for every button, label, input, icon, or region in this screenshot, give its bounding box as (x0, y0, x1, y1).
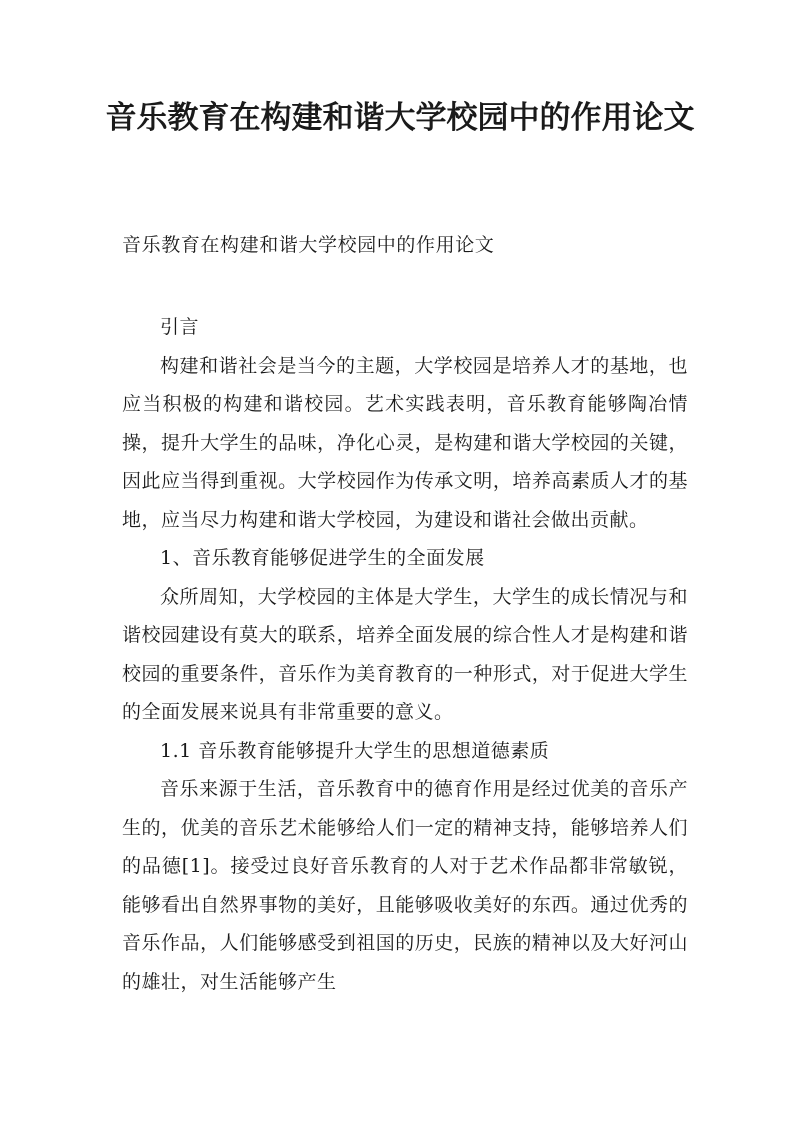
section-1-1-heading: 1.1 音乐教育能够提升大学生的思想道德素质 (160, 739, 550, 762)
document-subtitle: 音乐教育在构建和谐大学校园中的作用论文 (122, 234, 495, 256)
document-body (122, 308, 688, 1001)
section-1-1-paragraph: 音乐来源于生活，音乐教育中的德育作用是经过优美的音乐产生的，优美的音乐艺术能够给人们一定的精神支持，能够培养人们的品德[1]。接受过良好音乐教育的人对于艺术作品都非常敏锐，能够看出自然界事物的美好，且能够吸收美好的东西。通过优秀的音乐作品，人们能够感受到祖国的历史，民族的精神以及大好河山的雄壮，对生活能够产生 (122, 778, 688, 993)
intro-paragraph: 构建和谐社会是当今的主题，大学校园是培养人才的基地，也应当积极的构建和谐校园。艺术实践表明，音乐教育能够陶冶情操，提升大学生的品味，净化心灵，是构建和谐大学校园的关键，因此应当得到重视。大学校园作为传承文明，培养高素质人才的基地，应当尽力构建和谐大学校园，为建设和谐社会做出贡献。 (122, 354, 688, 531)
intro-heading: 引言 (160, 316, 200, 338)
section-1-paragraph: 众所周知，大学校园的主体是大学生，大学生的成长情况与和谐校园建设有莫大的联系，培养全面发展的综合性人才是构建和谐校园的重要条件，音乐作为美育教育的一种形式，对于促进大学生的全面发展来说具有非常重要的意义。 (122, 585, 688, 723)
document-title: 音乐教育在构建和谐大学校园中的作用论文 (105, 100, 695, 136)
section-1-heading: 1、音乐教育能够促进学生的全面发展 (160, 547, 485, 569)
